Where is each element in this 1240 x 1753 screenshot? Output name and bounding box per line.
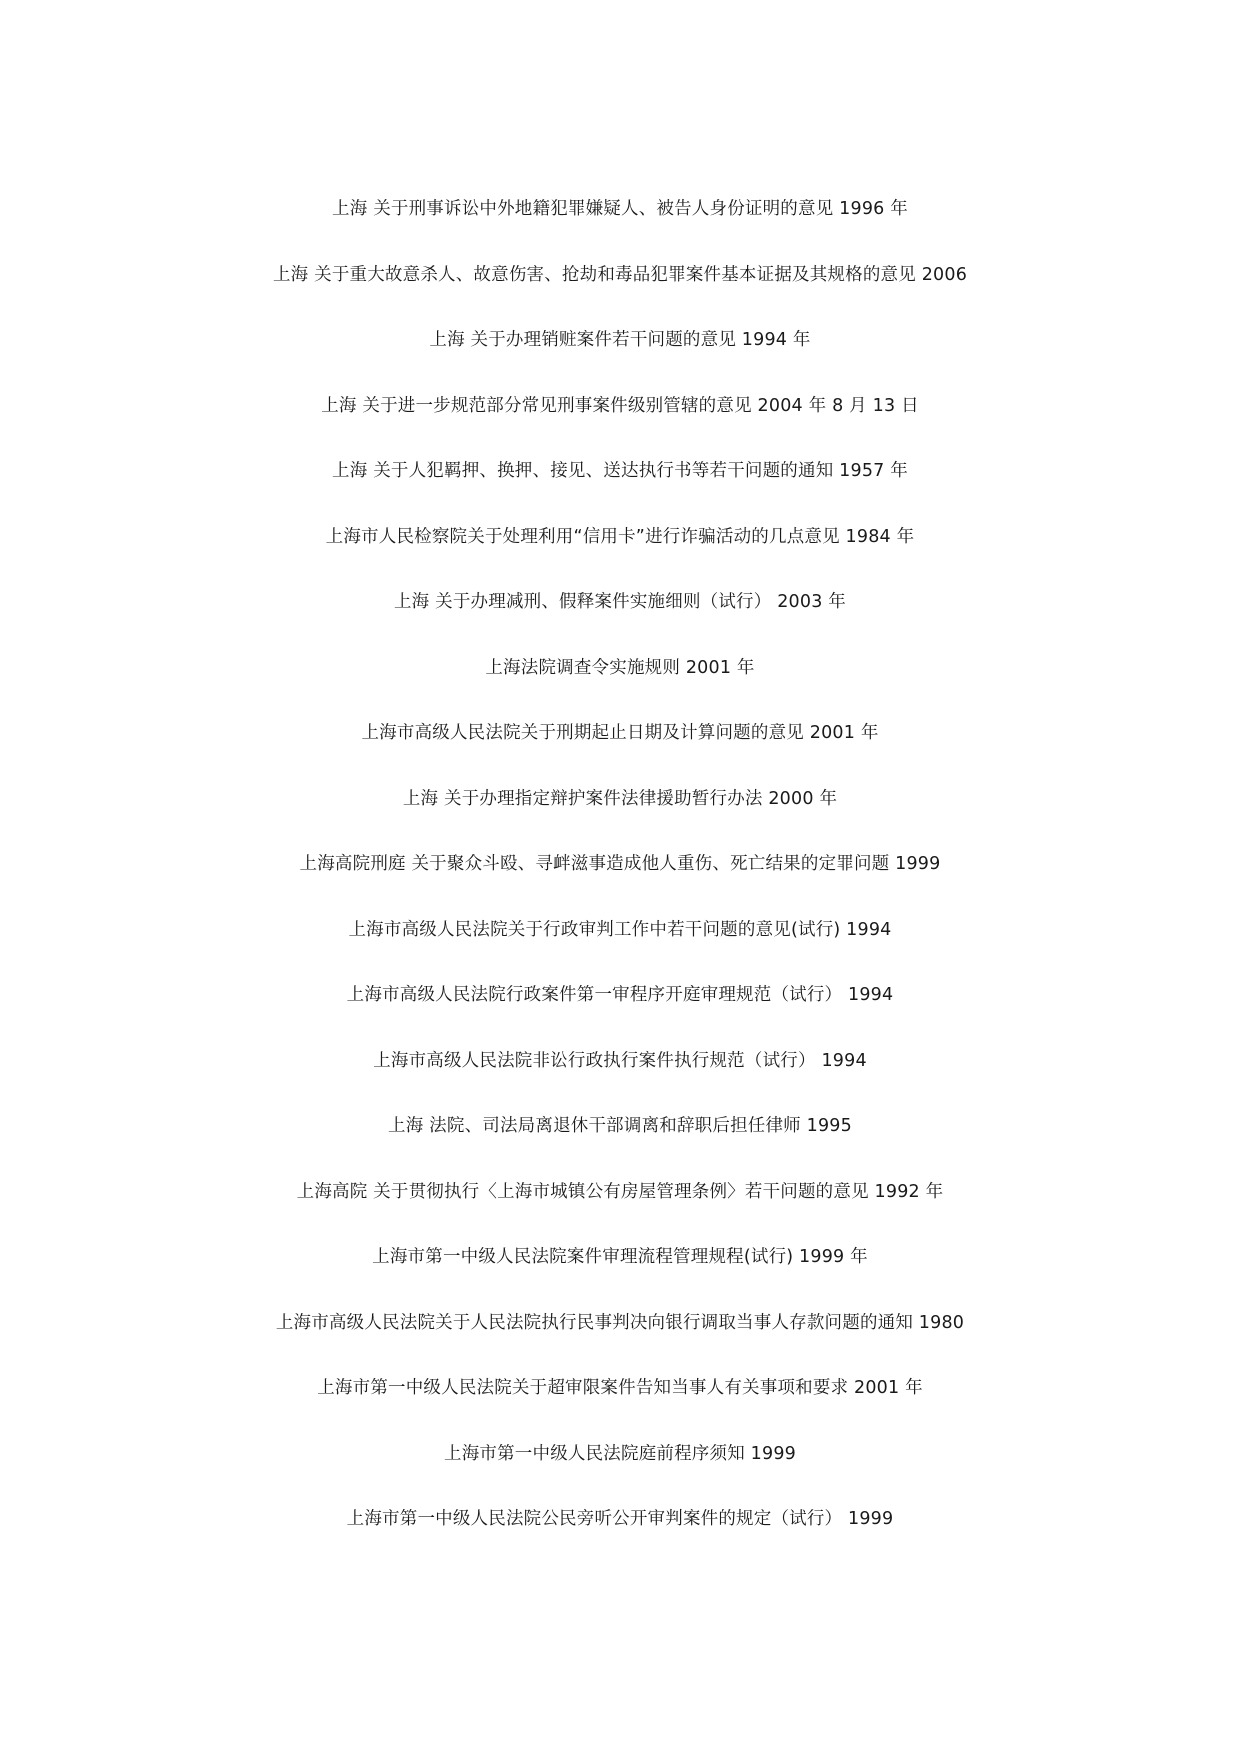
list-item: 上海 关于刑事诉讼中外地籍犯罪嫌疑人、被告人身份证明的意见 1996 年: [332, 199, 908, 219]
list-item: 上海高院刑庭 关于聚众斗殴、寻衅滋事造成他人重伤、死亡结果的定罪问题 1999: [299, 854, 941, 874]
list-item: 上海市第一中级人民法院公民旁听公开审判案件的规定（试行） 1999: [346, 1509, 894, 1529]
list-item: 上海市人民检察院关于处理利用“信用卡”进行诈骗活动的几点意见 1984 年: [325, 526, 915, 547]
list-item: 上海市第一中级人民法院庭前程序须知 1999: [444, 1443, 796, 1464]
list-item: 上海 关于办理销赃案件若干问题的意见 1994 年: [429, 330, 811, 350]
list-item: 上海市第一中级人民法院关于超审限案件告知当事人有关事项和要求 2001 年: [317, 1378, 923, 1398]
list-item: 上海市高级人民法院关于行政审判工作中若干问题的意见(试行) 1994: [348, 919, 892, 940]
list-item: 上海 关于进一步规范部分常见刑事案件级别管辖的意见 2004 年 8 月 13 日: [321, 395, 919, 416]
list-item: 上海 关于人犯羁押、换押、接见、送达执行书等若干问题的通知 1957 年: [332, 461, 908, 481]
list-item: 上海 关于重大故意杀人、故意伤害、抢劫和毒品犯罪案件基本证据及其规格的意见 2006: [272, 264, 968, 285]
list-item: 上海法院调查令实施规则 2001 年: [485, 657, 755, 678]
list-item: 上海市高级人民法院关于人民法院执行民事判决向银行调取当事人存款问题的通知 1980: [275, 1312, 965, 1333]
list-item: 上海高院 关于贯彻执行〈上海市城镇公有房屋管理条例〉若干问题的意见 1992 年: [296, 1181, 944, 1202]
list-item: 上海 关于办理指定辩护案件法律援助暂行办法 2000 年: [402, 788, 838, 809]
list-item: 上海市高级人民法院行政案件第一审程序开庭审理规范（试行） 1994: [346, 985, 894, 1005]
list-item: 上海 关于办理减刑、假释案件实施细则（试行） 2003 年: [393, 592, 847, 612]
document-title-list: [0, 198, 1240, 1574]
list-item: 上海市第一中级人民法院案件审理流程管理规程(试行) 1999 年: [372, 1247, 868, 1267]
list-item: 上海市高级人民法院非讼行政执行案件执行规范（试行） 1994: [373, 1050, 867, 1071]
list-item: 上海 法院、司法局离退休干部调离和辞职后担任律师 1995: [388, 1116, 852, 1136]
list-item: 上海市高级人民法院关于刑期起止日期及计算问题的意见 2001 年: [361, 723, 879, 743]
